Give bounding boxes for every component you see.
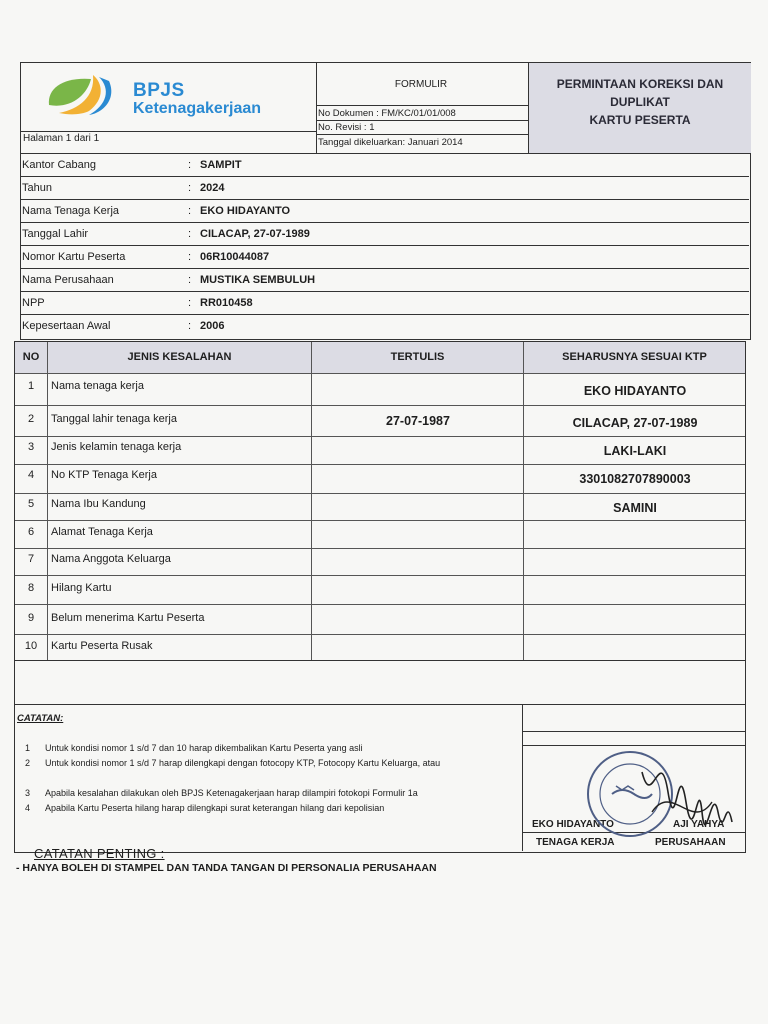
form-header — [20, 62, 751, 154]
correction-table — [14, 341, 746, 661]
row-number: 3 — [27, 441, 35, 453]
info-row-nama-tenaga-kerja — [20, 200, 749, 223]
info-row-nomor-kartu — [20, 246, 749, 269]
row-seharusnya: EKO HIDAYANTO — [583, 384, 687, 398]
title-line-3: KARTU PESERTA — [589, 113, 691, 127]
signer-role-left: TENAGA KERJA — [536, 837, 615, 848]
catatan-number: 4 — [25, 803, 31, 813]
row-jenis: Belum menerima Kartu Peserta — [51, 612, 205, 624]
info-colon: : — [188, 205, 192, 217]
row-number: 8 — [27, 582, 35, 594]
info-colon: : — [188, 159, 192, 171]
document-number: No Dokumen : FM/KC/01/01/008 — [318, 108, 456, 119]
info-value: CILACAP, 27-07-1989 — [200, 228, 310, 240]
row-jenis: Hilang Kartu — [51, 582, 112, 594]
th-no: NO — [15, 342, 48, 373]
info-label: Kantor Cabang — [22, 159, 96, 171]
info-value: 2006 — [200, 320, 225, 332]
company-stamp — [582, 742, 742, 852]
catatan-title: CATATAN: — [17, 713, 64, 724]
revision-number: No. Revisi : 1 — [318, 122, 375, 133]
important-note-title: CATATAN PENTING : — [34, 846, 165, 861]
form-label: FORMULIR — [394, 79, 448, 90]
info-label: NPP — [22, 297, 45, 309]
signer-name-right: AJI YAHYA — [673, 819, 725, 830]
row-seharusnya: CILACAP, 27-07-1989 — [572, 416, 698, 430]
row-number: 2 — [27, 413, 35, 425]
th-tertulis: TERTULIS — [312, 342, 524, 373]
signer-name-left: EKO HIDAYANTO — [532, 819, 614, 830]
row-jenis: Nama tenaga kerja — [51, 380, 144, 392]
info-value: EKO HIDAYANTO — [200, 205, 291, 217]
info-value: MUSTIKA SEMBULUH — [200, 274, 316, 286]
catatan-number: 3 — [25, 788, 31, 798]
info-row-npp — [20, 292, 749, 315]
info-colon: : — [188, 182, 192, 194]
th-seharusnya: SEHARUSNYA SESUAI KTP — [524, 342, 745, 373]
info-row-kepesertaan-awal — [20, 315, 749, 338]
row-number: 6 — [27, 526, 35, 538]
form-title — [529, 63, 751, 153]
important-note-text: - HANYA BOLEH DI STAMPEL DAN TANDA TANGAN DI PERSONALIA PERUSAHAAN — [16, 862, 437, 874]
catatan-text: Untuk kondisi nomor 1 s/d 7 dan 10 harap dikembalikan Kartu Peserta yang asli — [45, 743, 363, 753]
page-count: Halaman 1 dari 1 — [23, 133, 100, 144]
info-value: RR010458 — [200, 297, 253, 309]
row-number: 5 — [27, 498, 35, 510]
info-value: 06R10044087 — [200, 251, 270, 263]
row-jenis: Jenis kelamin tenaga kerja — [51, 441, 182, 453]
info-label: Tanggal Lahir — [22, 228, 89, 240]
info-row-nama-perusahaan — [20, 269, 749, 292]
signer-role-right: PERUSAHAAN — [655, 837, 726, 848]
catatan-number: 2 — [25, 758, 31, 768]
info-row-kantor-cabang — [20, 154, 749, 177]
info-row-tahun — [20, 177, 749, 200]
info-label: Nomor Kartu Peserta — [22, 251, 126, 263]
row-jenis: Nama Ibu Kandung — [51, 498, 146, 510]
row-jenis: Kartu Peserta Rusak — [51, 640, 153, 652]
row-seharusnya: SAMINI — [613, 501, 657, 515]
row-jenis: Tanggal lahir tenaga kerja — [51, 413, 177, 425]
row-number: 10 — [24, 640, 38, 652]
issue-date: Tanggal dikeluarkan: Januari 2014 — [318, 137, 463, 148]
info-value: SAMPIT — [200, 159, 242, 171]
row-jenis: Nama Anggota Keluarga — [51, 553, 171, 565]
info-label: Tahun — [22, 182, 52, 194]
logo-subtitle: Ketenagakerjaan — [133, 100, 262, 117]
bpjs-leaf-icon — [45, 69, 125, 119]
catatan-text: Untuk kondisi nomor 1 s/d 7 harap dilengkapi dengan fotocopy KTP, Fotocopy Kartu Keluarga, atau — [45, 758, 441, 768]
row-seharusnya: LAKI-LAKI — [603, 444, 667, 458]
blank-section — [14, 661, 746, 705]
row-jenis: No KTP Tenaga Kerja — [51, 469, 157, 481]
th-jenis-kesalahan: JENIS KESALAHAN — [48, 342, 312, 373]
info-label: Nama Tenaga Kerja — [22, 205, 120, 217]
info-value: 2024 — [200, 182, 225, 194]
stamp-signature-icon — [582, 742, 742, 852]
catatan-text: Apabila Kartu Peserta hilang harap dilengkapi surat keterangan hilang dari kepolisian — [45, 803, 385, 813]
info-colon: : — [188, 228, 192, 240]
row-tertulis: 27-07-1987 — [386, 414, 450, 428]
info-colon: : — [188, 274, 192, 286]
info-label: Kepesertaan Awal — [22, 320, 111, 332]
bpjs-logo — [45, 69, 265, 119]
catatan-text: Apabila kesalahan dilakukan oleh BPJS Ketenagakerjaan harap dilampiri fotokopi Formulir 1a — [45, 788, 418, 798]
info-row-tanggal-lahir — [20, 223, 749, 246]
row-number: 9 — [27, 612, 35, 624]
title-line-2: DUPLIKAT — [610, 95, 670, 109]
info-colon: : — [188, 297, 192, 309]
info-label: Nama Perusahaan — [22, 274, 114, 286]
row-number: 1 — [27, 380, 35, 392]
info-colon: : — [188, 320, 192, 332]
info-colon: : — [188, 251, 192, 263]
row-number: 4 — [27, 469, 35, 481]
logo-name: BPJS — [133, 80, 185, 101]
row-seharusnya: 3301082707890003 — [579, 472, 691, 486]
row-number: 7 — [27, 553, 35, 565]
row-jenis: Alamat Tenaga Kerja — [51, 526, 153, 538]
title-line-1: PERMINTAAN KOREKSI DAN — [556, 77, 724, 91]
catatan-number: 1 — [25, 743, 31, 753]
